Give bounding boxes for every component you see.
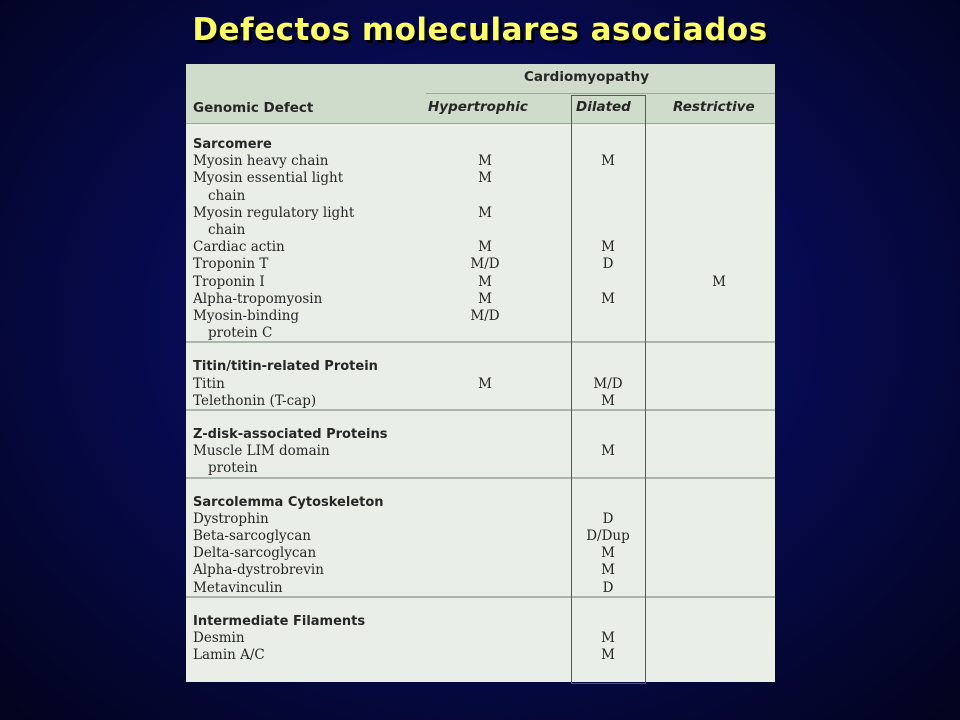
dilated-value: M — [601, 630, 615, 646]
gene-name: Troponin I — [193, 273, 265, 290]
gene-name: Myosin heavy chain — [193, 153, 329, 170]
header-group-label: Cardiomyopathy — [524, 69, 650, 85]
gene-name: Telethonin (T-cap) — [193, 392, 317, 409]
hypertrophic-value: M — [478, 204, 492, 221]
dilated-column-highlight — [571, 95, 646, 684]
section-heading: Titin/titin-related Protein — [193, 359, 378, 375]
table-header — [186, 64, 775, 124]
section-heading: Sarcolemma Cytoskeleton — [193, 494, 384, 510]
dilated-value: D/Dup — [586, 528, 630, 544]
header-divider — [426, 93, 775, 94]
header-dilated: Dilated — [576, 99, 631, 115]
dilated-value: D — [602, 510, 614, 527]
dilated-value: M/D — [593, 375, 623, 392]
section-heading: Sarcomere — [193, 137, 272, 152]
gene-name-continuation: protein C — [208, 325, 273, 342]
gene-name: Metavinculin — [193, 579, 283, 596]
hypertrophic-value: M — [478, 375, 492, 392]
header-bottom-rule — [186, 123, 775, 124]
dilated-value: M — [601, 239, 615, 256]
dilated-value: M — [601, 545, 615, 562]
gene-name: Beta-sarcoglycan — [193, 528, 311, 544]
header-restrictive: Restrictive — [673, 99, 755, 115]
dilated-value: M — [601, 290, 615, 307]
restrictive-value: M — [712, 273, 726, 290]
hypertrophic-value: M/D — [470, 256, 500, 273]
header-genomic-defect: Genomic Defect — [193, 100, 314, 116]
dilated-value: D — [602, 579, 614, 596]
gene-name: Myosin-binding — [193, 308, 300, 324]
gene-name: Cardiac actin — [193, 239, 285, 256]
cardiomyopathy-table — [186, 64, 775, 682]
gene-name: Troponin T — [193, 256, 269, 273]
gene-name: Titin — [193, 375, 225, 392]
section-separator — [186, 341, 775, 343]
gene-name: Alpha-tropomyosin — [193, 290, 323, 307]
gene-name: Muscle LIM domain — [193, 443, 330, 460]
hypertrophic-value: M — [478, 273, 492, 290]
section-separator — [186, 409, 775, 411]
gene-name: Alpha-dystrobrevin — [193, 562, 324, 579]
section-heading: Intermediate Filaments — [193, 613, 366, 629]
section-separator — [186, 596, 775, 598]
hypertrophic-value: M — [478, 290, 492, 307]
dilated-value: M — [601, 392, 615, 409]
gene-name: Myosin regulatory light — [193, 204, 355, 221]
gene-name-continuation: chain — [208, 222, 246, 238]
dilated-value: M — [601, 647, 615, 664]
slide-title: Defectos moleculares asociados — [192, 12, 768, 48]
gene-name: Desmin — [193, 630, 245, 646]
gene-name: Lamin A/C — [193, 647, 265, 664]
gene-name-continuation: chain — [208, 187, 246, 204]
header-hypertrophic: Hypertrophic — [428, 99, 528, 115]
dilated-value: M — [601, 443, 615, 460]
hypertrophic-value: M — [478, 239, 492, 256]
dilated-value: M — [601, 562, 615, 579]
section-heading: Z-disk-associated Proteins — [193, 427, 388, 442]
hypertrophic-value: M — [478, 153, 492, 170]
gene-name-continuation: protein — [208, 460, 258, 477]
dilated-value: M — [601, 153, 615, 170]
gene-name: Dystrophin — [193, 510, 269, 527]
gene-name: Myosin essential light — [193, 170, 344, 187]
hypertrophic-value: M — [478, 170, 492, 187]
hypertrophic-value: M/D — [470, 308, 500, 324]
section-separator — [186, 477, 775, 479]
gene-name: Delta-sarcoglycan — [193, 545, 317, 562]
dilated-value: D — [602, 256, 614, 273]
